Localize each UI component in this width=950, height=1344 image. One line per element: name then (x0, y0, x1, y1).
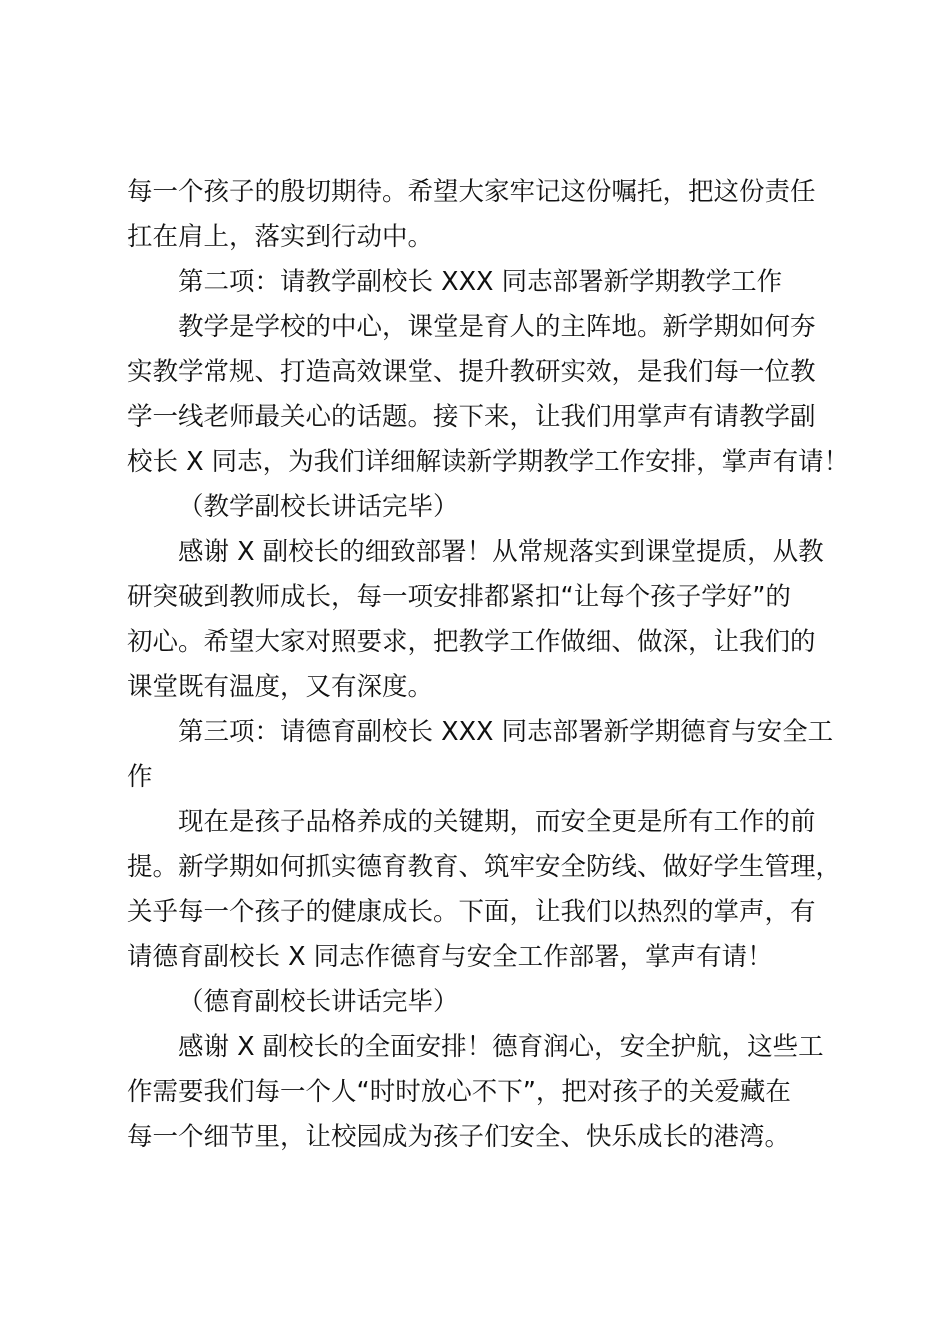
text-line: 作需要我们每一个人“时时放心不下”，把对孩子的关爱藏在 (127, 1077, 791, 1107)
text-line: 请德育副校长 X 同志作德育与安全工作部署，掌声有请！ (127, 942, 773, 972)
section-heading: 第二项：请教学副校长 XXX 同志部署新学期教学工作 (178, 267, 783, 297)
document-page (127, 170, 850, 1160)
text-line: 关乎每一个孩子的健康成长。下面，让我们以热烈的掌声，有 (127, 897, 816, 927)
section-heading: 第三项：请德育副校长 XXX 同志部署新学期德育与安全工 (178, 717, 834, 747)
text-line: 感谢 X 副校长的细致部署！从常规落实到课堂提质，从教 (178, 537, 824, 567)
text-line: 学一线老师最关心的话题。接下来，让我们用掌声有请教学副 (127, 402, 816, 432)
text-line: 作 (127, 762, 153, 792)
text-line: 现在是孩子品格养成的关键期，而安全更是所有工作的前 (178, 807, 816, 837)
text-line: 初心。希望大家对照要求，把教学工作做细、做深，让我们的 (127, 627, 816, 657)
text-line: 研突破到教师成长，每一项安排都紧扣“让每个孩子学好”的 (127, 582, 791, 612)
text-line: 课堂既有温度，又有深度。 (127, 672, 434, 702)
text-line: 实教学常规、打造高效课堂、提升教研实效，是我们每一位教 (127, 357, 816, 387)
text-line: 扛在肩上，落实到行动中。 (127, 222, 434, 252)
text-line: 教学是学校的中心，课堂是育人的主阵地。新学期如何夯 (178, 312, 816, 342)
stage-note: （德育副校长讲话完毕） (178, 987, 459, 1017)
text-line: 提。新学期如何抓实德育教育、筑牢安全防线、做好学生管理， (127, 852, 842, 882)
text-line: 感谢 X 副校长的全面安排！德育润心，安全护航，这些工 (178, 1032, 824, 1062)
text-line: 每一个孩子的殷切期待。希望大家牢记这份嘱托，把这份责任 (127, 177, 816, 207)
text-line: 每一个细节里，让校园成为孩子们安全、快乐成长的港湾。 (127, 1122, 791, 1152)
text-line: 校长 X 同志，为我们详细解读新学期教学工作安排，掌声有请！ (127, 447, 850, 477)
stage-note: （教学副校长讲话完毕） (178, 492, 459, 522)
